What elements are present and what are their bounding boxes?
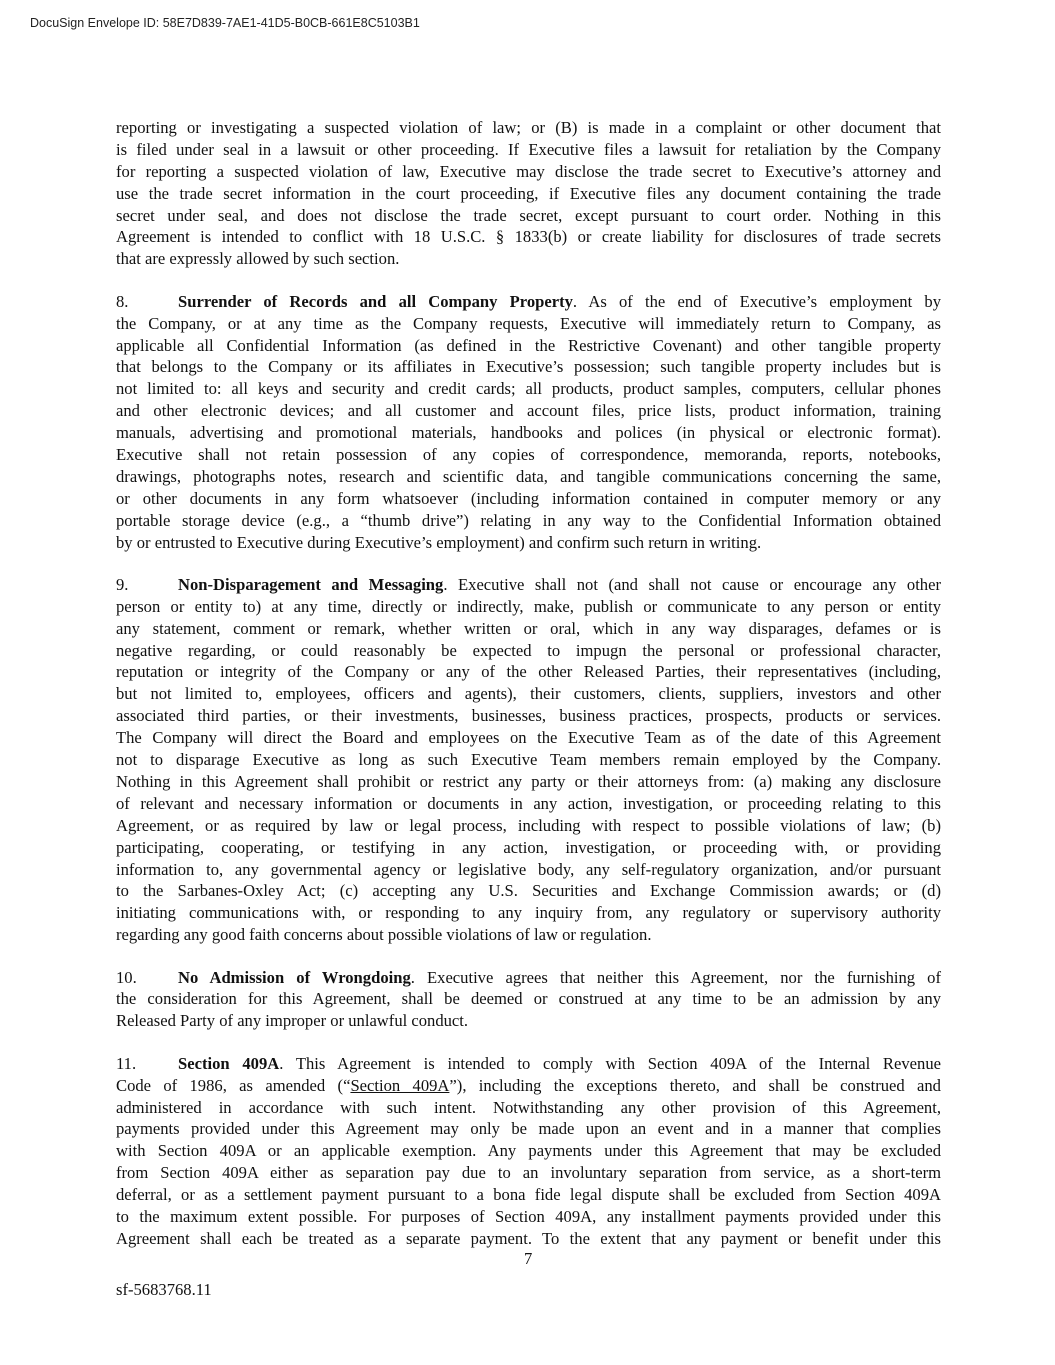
- section-first-line: [116, 574, 941, 596]
- section-first-line: [116, 1053, 941, 1075]
- text-line: to the Sarbanes-Oxley Act; (c) accepting any U.S. Securities and Exchange Commission awards; or (d): [116, 881, 941, 901]
- text-line: portable storage device (e.g., a “thumb drive”) relating in any way to the Confidential Information obtained: [116, 510, 941, 530]
- section-number: 10.: [116, 967, 137, 987]
- text-line: regarding any good faith concerns about possible violations of law or regulation.: [116, 925, 652, 945]
- section-heading: Surrender of Records and all Company Property: [178, 291, 573, 311]
- text-line: not to disparage Executive as long as such Executive Team members remain employed by the Company.: [116, 750, 941, 770]
- section-text: . Executive shall not (and shall not cause or encourage any other: [443, 574, 941, 594]
- text-line: reporting or investigating a suspected violation of law; or (B) is made in a complaint or other document that: [116, 118, 941, 137]
- text-line: Agreement, or as required by law or legal process, including with respect to possible violations of law; (b): [116, 815, 941, 835]
- text-line: the consideration for this Agreement, shall be deemed or construed at any time to be an admission by any: [116, 989, 941, 1009]
- text-line: reputation or integrity of the Company or any of the other Released Parties, their representatives (including,: [116, 662, 941, 682]
- section-heading: No Admission of Wrongdoing: [178, 967, 411, 987]
- section-heading: Section 409A: [178, 1053, 280, 1073]
- text-line: use the trade secret information in the court proceeding, if Executive files any document containing the trade: [116, 183, 941, 203]
- text-line: Agreement is intended to conflict with 18 U.S.C. § 1833(b) or create liability for disclosures of trade secrets: [116, 227, 941, 247]
- text-line: participating, cooperating, or testifying in any action, investigation, or proceeding with, or providing: [116, 837, 941, 857]
- text-line: any statement, comment or remark, whether written or oral, which in any way disparages, defames or is: [116, 618, 941, 638]
- paragraph-trade-secret-continuation: [116, 117, 941, 270]
- text-line: and other electronic devices; and all customer and account files, price lists, product information, training: [116, 401, 941, 421]
- section-9-non-disparagement: [116, 574, 941, 946]
- text-line: the Company, or at any time as the Company requests, Executive will immediately return to Company, as: [116, 313, 941, 333]
- text-line: that belongs to the Company or its affiliates in Executive’s possession; such tangible property includes but is: [116, 357, 941, 377]
- text-line: drawings, photographs notes, research and scientific data, and tangible communications concerning the same,: [116, 466, 941, 486]
- page-number: 7: [524, 1249, 533, 1268]
- text-line-with-defined-term: [116, 1075, 941, 1097]
- section-first-line: [116, 967, 941, 989]
- section-number: 9.: [116, 574, 129, 594]
- text-line: applicable all Confidential Information (as defined in the Restrictive Covenant) and other tangible property: [116, 335, 941, 355]
- text-line: by or entrusted to Executive during Executive’s employment) and confirm such return in writing.: [116, 532, 762, 552]
- text-line: that are expressly allowed by such section.: [116, 249, 400, 269]
- text-line: Agreement shall each be treated as a separate payment. To the extent that any payment or benefit under this: [116, 1228, 941, 1248]
- docusign-envelope-id: DocuSign Envelope ID: 58E7D839-7AE1-41D5-B0CB-661E8C5103B1: [30, 16, 420, 30]
- text-line: or other documents in any form whatsoever (including information contained in computer memory or any: [116, 488, 941, 508]
- text-line: payments provided under this Agreement may only be made upon an event and in a manner that complies: [116, 1119, 941, 1139]
- defined-term-section-409a: Section 409A: [350, 1075, 450, 1095]
- text-line: deferral, or as a settlement payment pursuant to a bona fide legal dispute shall be excluded from Section 409A: [116, 1185, 941, 1205]
- text-line: Executive shall not retain possession of any copies of correspondence, memoranda, reports, notebooks,: [116, 444, 941, 464]
- text-line: negative regarding, or could reasonably be expected to impugn the personal or professional character,: [116, 640, 941, 660]
- text-line: of relevant and necessary information or documents in any action, investigation, or proceeding relating to this: [116, 793, 941, 813]
- section-number: 8.: [116, 291, 129, 311]
- text-line: with Section 409A or an applicable exemption. Any payments under this Agreement that may be excluded: [116, 1141, 941, 1161]
- text-line: secret under seal, and does not disclose the trade secret, except pursuant to court order. Nothing in this: [116, 205, 941, 225]
- section-first-line: [116, 291, 941, 313]
- text-line: Nothing in this Agreement shall prohibit or restrict any party or their attorneys from: (a) making any disclosure: [116, 771, 941, 791]
- text-line: but not limited to, employees, officers and agents), their customers, clients, suppliers, investors and other: [116, 684, 941, 704]
- section-number: 11.: [116, 1053, 137, 1073]
- text-line: manuals, advertising and promotional materials, handbooks and polices (in physical or electronic format).: [116, 423, 941, 443]
- text-line: Released Party of any improper or unlawful conduct.: [116, 1011, 469, 1031]
- text-line: not limited to: all keys and security and credit cards; all products, product samples, computers, cellular phones: [116, 379, 941, 399]
- section-text: . This Agreement is intended to comply with Section 409A of the Internal Revenue: [279, 1053, 941, 1073]
- text-line: from Section 409A either as separation pay due to an involuntary separation from service, as a short-term: [116, 1163, 941, 1183]
- section-heading: Non-Disparagement and Messaging: [178, 574, 444, 594]
- section-8-surrender-of-records: [116, 291, 941, 554]
- section-10-no-admission: [116, 967, 941, 1033]
- text-line: person or entity to) at any time, directly or indirectly, make, publish or communicate to any person or entity: [116, 596, 941, 616]
- section-11-section-409a: [116, 1053, 941, 1250]
- text-fragment: ”), including the exceptions thereto, and shall be construed and: [449, 1075, 941, 1095]
- document-page-body: [116, 117, 941, 1270]
- text-fragment: Code of 1986, as amended (“: [116, 1075, 351, 1095]
- text-line: is filed under seal in a lawsuit or other proceeding. If Executive files a lawsuit for retaliation by the Company: [116, 139, 941, 159]
- document-id-footer: sf-5683768.11: [116, 1280, 212, 1299]
- text-line: initiating communications with, or responding to any inquiry from, any regulatory or supervisory authority: [116, 903, 941, 923]
- text-line: for reporting a suspected violation of law, Executive may disclose the trade secret to Executive’s attorney and: [116, 161, 941, 181]
- section-text: . As of the end of Executive’s employment by: [572, 291, 941, 311]
- text-line: The Company will direct the Board and employees on the Executive Team as of the date of this Agreement: [116, 728, 941, 748]
- text-line: to the maximum extent possible. For purposes of Section 409A, any installment payments provided under this: [116, 1206, 941, 1226]
- text-line: information to, any governmental agency or legislative body, any self-regulatory organization, and/or pursuant: [116, 859, 941, 879]
- text-line: administered in accordance with such intent. Notwithstanding any other provision of this Agreement,: [116, 1097, 941, 1117]
- text-line: associated third parties, or their investments, businesses, business practices, prospects, products or services.: [116, 706, 941, 726]
- section-text: . Executive agrees that neither this Agreement, nor the furnishing of: [410, 967, 941, 987]
